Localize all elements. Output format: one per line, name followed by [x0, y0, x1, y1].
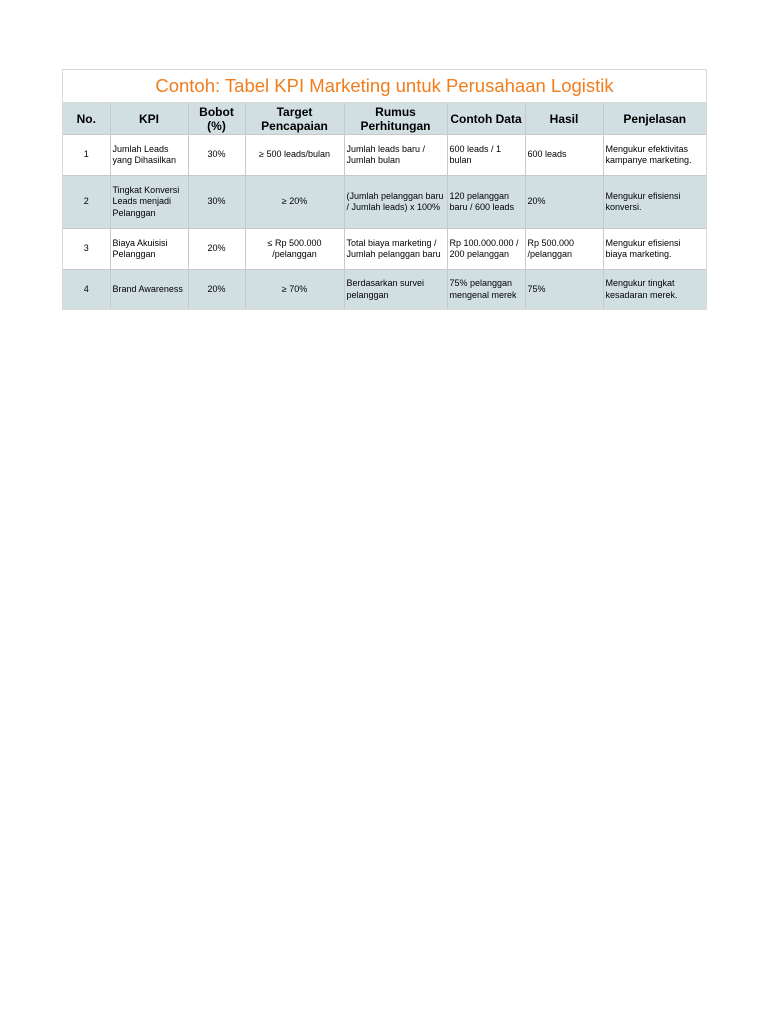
cell-contoh-data: 120 pelanggan baru / 600 leads [447, 176, 525, 229]
header-penjelasan: Penjelasan [603, 103, 706, 135]
cell-target: ≤ Rp 500.000 /pelanggan [245, 229, 344, 270]
cell-target: ≥ 20% [245, 176, 344, 229]
cell-hasil: 20% [525, 176, 603, 229]
cell-kpi: Tingkat Konversi Leads menjadi Pelanggan [110, 176, 188, 229]
cell-no: 4 [63, 270, 110, 310]
cell-penjelasan: Mengukur efektivitas kampanye marketing. [603, 135, 706, 176]
table-row [63, 176, 706, 229]
cell-hasil: 600 leads [525, 135, 603, 176]
header-target: Target Pencapaian [245, 103, 344, 135]
cell-rumus: (Jumlah pelanggan baru / Jumlah leads) x 100% [344, 176, 447, 229]
cell-target: ≥ 500 leads/bulan [245, 135, 344, 176]
kpi-table [63, 103, 706, 309]
header-no: No. [63, 103, 110, 135]
cell-hasil: Rp 500.000 /pelanggan [525, 229, 603, 270]
cell-no: 3 [63, 229, 110, 270]
header-kpi: KPI [110, 103, 188, 135]
header-rumus: Rumus Perhitungan [344, 103, 447, 135]
cell-rumus: Jumlah leads baru / Jumlah bulan [344, 135, 447, 176]
cell-target: ≥ 70% [245, 270, 344, 310]
cell-bobot: 30% [188, 176, 245, 229]
cell-rumus: Total biaya marketing / Jumlah pelanggan baru [344, 229, 447, 270]
cell-kpi: Biaya Akuisisi Pelanggan [110, 229, 188, 270]
cell-bobot: 20% [188, 229, 245, 270]
header-hasil: Hasil [525, 103, 603, 135]
cell-contoh-data: Rp 100.000.000 / 200 pelanggan [447, 229, 525, 270]
cell-contoh-data: 600 leads / 1 bulan [447, 135, 525, 176]
cell-rumus: Berdasarkan survei pelanggan [344, 270, 447, 310]
cell-penjelasan: Mengukur efisiensi biaya marketing. [603, 229, 706, 270]
table-row [63, 135, 706, 176]
cell-bobot: 20% [188, 270, 245, 310]
cell-kpi: Jumlah Leads yang Dihasilkan [110, 135, 188, 176]
table-header-row [63, 103, 706, 135]
header-bobot: Bobot (%) [188, 103, 245, 135]
cell-contoh-data: 75% pelanggan mengenal merek [447, 270, 525, 310]
page-title: Contoh: Tabel KPI Marketing untuk Perusahaan Logistik [63, 70, 706, 103]
cell-no: 1 [63, 135, 110, 176]
cell-bobot: 30% [188, 135, 245, 176]
cell-penjelasan: Mengukur tingkat kesadaran merek. [603, 270, 706, 310]
header-contoh-data: Contoh Data [447, 103, 525, 135]
table-row [63, 270, 706, 310]
cell-no: 2 [63, 176, 110, 229]
table-row [63, 229, 706, 270]
cell-hasil: 75% [525, 270, 603, 310]
cell-kpi: Brand Awareness [110, 270, 188, 310]
cell-penjelasan: Mengukur efisiensi konversi. [603, 176, 706, 229]
kpi-sheet [62, 69, 707, 310]
